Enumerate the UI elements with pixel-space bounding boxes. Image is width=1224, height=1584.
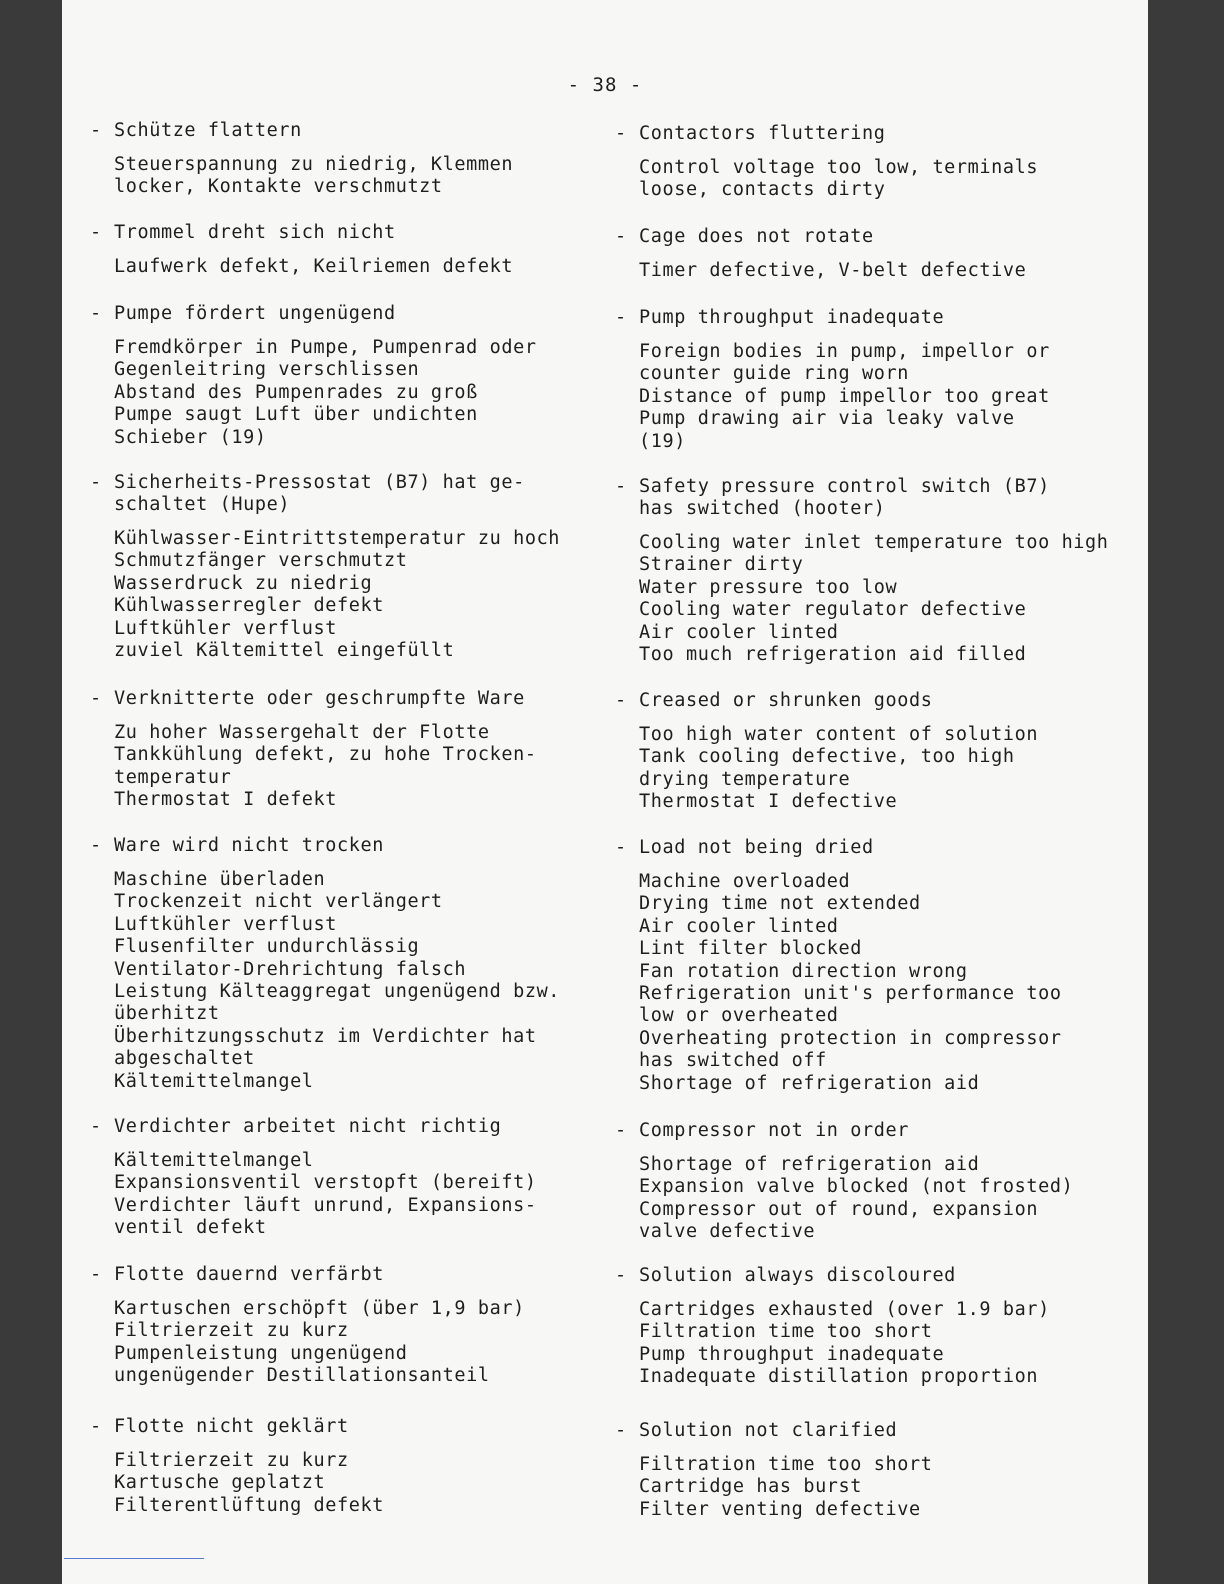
bullet-dash: - [615,1120,627,1141]
english-cause-line: Tank cooling defective, too high [639,746,1015,768]
german-cause-line: Ventilator-Drehrichtung falsch [114,958,467,980]
english-cause-line: Pump throughput inadequate [639,1343,945,1365]
english-entry-heading [615,837,1095,859]
english-heading-text: Safety pressure control switch (B7) has switched (hooter) [639,476,1050,519]
english-cause-list [615,1154,1095,1244]
english-cause-line: Expansion valve blocked (not frosted) [639,1176,1074,1198]
german-cause-line: locker, Kontakte verschmutzt [114,176,443,198]
english-cause-list [615,157,1095,202]
english-cause-line: valve defective [639,1221,816,1243]
german-cause-line: Kartuschen erschöpft (über 1,9 bar) [114,1298,525,1319]
english-heading-text: Creased or shrunken goods [639,690,933,711]
german-cause-list [90,869,560,1093]
german-cause-list [90,1150,560,1240]
english-cause-line: Cooling water regulator defective [639,599,1027,621]
english-cause-line: has switched off [639,1050,827,1072]
english-cause-line: Too much refrigeration aid filled [639,644,1027,666]
german-cause-line: zuviel Kältemittel eingefüllt [114,640,455,662]
english-entry [615,476,1109,666]
english-cause-line: (19) [639,430,686,452]
english-cause-line: Too high water content of solution [639,724,1039,745]
english-cause-line: Pump drawing air via leaky valve [639,408,1015,430]
english-cause-line: Strainer dirty [639,554,804,576]
english-entry [615,1420,1095,1521]
german-cause-line: Maschine überladen [114,869,326,890]
german-cause-line: überhitzt [114,1003,220,1025]
german-cause-line: Laufwerk defekt, Keilriemen defekt [114,256,514,277]
german-cause-line: Fremdkörper in Pumpe, Pumpenrad oder [114,337,537,358]
bullet-dash: - [90,120,102,141]
english-entry [615,307,1095,453]
english-entry-heading [615,1265,1095,1287]
german-cause-list [90,1298,560,1388]
german-entry [90,472,560,662]
english-cause-list [615,260,1095,282]
bullet-dash: - [90,688,102,709]
german-cause-line: Flusenfilter undurchlässig [114,936,420,958]
bullet-dash: - [615,1265,627,1286]
german-cause-line: Abstand des Pumpenrades zu groß [114,381,478,403]
english-cause-line: Control voltage too low, terminals [639,157,1039,178]
english-cause-line: Cooling water inlet temperature too high [639,532,1109,553]
german-entry-heading [90,222,560,244]
english-cause-line: Filtration time too short [639,1454,933,1475]
english-cause-line: Air cooler linted [639,915,839,937]
english-cause-line: Overheating protection in compressor [639,1027,1062,1049]
german-heading-text: Ware wird nicht trocken [114,835,384,856]
english-entry [615,837,1095,1095]
german-cause-line: Kältemittelmangel [114,1150,314,1171]
german-cause-line: Wasserdruck zu niedrig [114,572,373,594]
english-heading-text: Contactors fluttering [639,123,886,144]
english-cause-line: Cartridges exhausted (over 1.9 bar) [639,1299,1050,1320]
german-cause-list [90,722,560,812]
english-entry-heading [615,226,1095,248]
english-cause-list [615,724,1095,814]
english-cause-list [615,1299,1095,1389]
bullet-dash: - [615,690,627,711]
german-cause-line: abgeschaltet [114,1048,255,1070]
german-entry-heading [90,688,560,710]
german-entry [90,120,560,199]
german-cause-list [90,154,560,199]
german-cause-list [90,256,560,278]
german-cause-line: Überhitzungsschutz im Verdichter hat [114,1025,537,1047]
english-entry-heading [615,1120,1095,1142]
english-cause-line: Drying time not extended [639,893,921,915]
english-cause-line: Filter venting defective [639,1498,921,1520]
german-heading-text: Flotte dauernd verfärbt [114,1264,384,1285]
german-cause-line: Zu hoher Wassergehalt der Flotte [114,722,490,743]
english-entry-heading [615,307,1095,329]
english-cause-line: Lint filter blocked [639,938,863,960]
german-cause-line: ventil defekt [114,1217,267,1239]
german-entry-heading [90,472,560,516]
german-entry [90,1416,560,1517]
document-page [62,0,1148,1584]
english-entry-heading [615,476,1095,520]
english-cause-line: Shortage of refrigeration aid [639,1072,980,1094]
german-heading-text: Flotte nicht geklärt [114,1416,349,1437]
german-cause-line: Expansionsventil verstopft (bereift) [114,1172,537,1194]
german-cause-line: Kältemittelmangel [114,1070,314,1092]
bullet-dash: - [90,835,102,856]
english-cause-list [615,1454,1095,1521]
german-cause-line: Filtrierzeit zu kurz [114,1450,349,1471]
german-entry-heading [90,1416,560,1438]
german-cause-line: Verdichter läuft unrund, Expansions- [114,1194,537,1216]
english-entry-heading [615,690,1095,712]
bullet-dash: - [90,303,102,324]
german-heading-text: Verknitterte oder geschrumpfte Ware [114,688,525,709]
german-heading-text: Pumpe fördert ungenügend [114,303,396,324]
german-entry-heading [90,120,560,142]
german-cause-line: Pumpe saugt Luft über undichten [114,404,478,426]
german-cause-line: Schmutzfänger verschmutzt [114,550,408,572]
german-cause-line: ungenügender Destillationsanteil [114,1365,490,1387]
german-cause-line: Thermostat I defekt [114,789,338,811]
page-number: - 38 - [567,74,643,96]
german-cause-list [90,337,560,449]
german-heading-text: Trommel dreht sich nicht [114,222,396,243]
english-cause-line: Fan rotation direction wrong [639,960,968,982]
english-cause-line: Inadequate distillation proportion [639,1366,1039,1388]
german-cause-list [90,1450,560,1517]
english-cause-line: Distance of pump impellor too great [639,385,1050,407]
english-cause-list [615,532,1109,666]
german-entry-heading [90,1264,560,1286]
english-heading-text: Pump throughput inadequate [639,307,945,328]
german-cause-line: Filterentlüftung defekt [114,1494,384,1516]
german-cause-line: Kühlwasser-Eintrittstemperatur zu hoch [114,528,561,549]
english-heading-text: Load not being dried [639,837,874,858]
german-cause-line: Luftkühler verflust [114,913,338,935]
german-cause-list [90,528,560,662]
english-cause-line: Air cooler linted [639,621,839,643]
bullet-dash: - [90,472,102,493]
german-cause-line: Kartusche geplatzt [114,1472,326,1494]
german-cause-line: Tankkühlung defekt, zu hohe Trocken- [114,744,537,766]
german-cause-line: Filtrierzeit zu kurz [114,1320,349,1342]
german-cause-line: Leistung Kälteaggregat ungenügend bzw. [114,981,561,1003]
english-cause-line: Shortage of refrigeration aid [639,1154,980,1175]
english-entry [615,123,1095,202]
english-cause-line: drying temperature [639,768,851,790]
english-cause-line: Thermostat I defective [639,791,898,813]
english-cause-line: Cartridge has burst [639,1476,863,1498]
german-cause-line: Steuerspannung zu niedrig, Klemmen [114,154,514,175]
german-heading-text: Sicherheits-Pressostat (B7) hat ge- schaltet (Hupe) [114,472,525,515]
german-entry-heading [90,303,560,325]
english-cause-line: counter guide ring worn [639,363,909,385]
german-heading-text: Schütze flattern [114,120,302,141]
bullet-dash: - [615,1420,627,1441]
bullet-dash: - [615,226,627,247]
english-cause-line: Foreign bodies in pump, impellor or [639,341,1050,362]
german-entry-heading [90,1116,560,1138]
bullet-dash: - [90,1116,102,1137]
scan-edge-line [64,1558,204,1559]
german-entry [90,688,560,812]
german-cause-line: Luftkühler verflust [114,617,338,639]
german-cause-line: Pumpenleistung ungenügend [114,1342,408,1364]
bullet-dash: - [90,1264,102,1285]
german-cause-line: temperatur [114,766,232,788]
german-entry [90,1116,560,1240]
english-cause-list [615,341,1095,453]
german-cause-line: Gegenleitring verschlissen [114,359,420,381]
english-heading-text: Compressor not in order [639,1120,909,1141]
german-cause-line: Schieber (19) [114,426,267,448]
german-entry [90,835,560,1093]
english-cause-line: Filtration time too short [639,1321,933,1343]
english-cause-line: Compressor out of round, expansion [639,1198,1039,1220]
english-cause-line: loose, contacts dirty [639,179,886,201]
english-cause-line: Refrigeration unit's performance too [639,983,1062,1005]
german-cause-line: Kühlwasserregler defekt [114,595,384,617]
bullet-dash: - [615,307,627,328]
german-entry [90,1264,560,1388]
german-heading-text: Verdichter arbeitet nicht richtig [114,1116,502,1137]
english-cause-line: Timer defective, V-belt defective [639,260,1027,281]
english-cause-line: low or overheated [639,1005,839,1027]
german-entry [90,303,560,449]
bullet-dash: - [615,476,627,497]
english-heading-text: Solution not clarified [639,1420,898,1441]
english-cause-line: Water pressure too low [639,576,898,598]
bullet-dash: - [90,222,102,243]
german-cause-line: Trockenzeit nicht verlängert [114,891,443,913]
english-heading-text: Cage does not rotate [639,226,874,247]
german-entry-heading [90,835,560,857]
english-entry-heading [615,123,1095,145]
english-cause-list [615,871,1095,1095]
english-cause-line: Machine overloaded [639,871,851,892]
bullet-dash: - [615,837,627,858]
english-entry-heading [615,1420,1095,1442]
german-entry [90,222,560,278]
english-entry [615,1120,1095,1244]
bullet-dash: - [615,123,627,144]
english-entry [615,690,1095,814]
bullet-dash: - [90,1416,102,1437]
english-heading-text: Solution always discoloured [639,1265,956,1286]
english-entry [615,1265,1095,1389]
english-entry [615,226,1095,282]
